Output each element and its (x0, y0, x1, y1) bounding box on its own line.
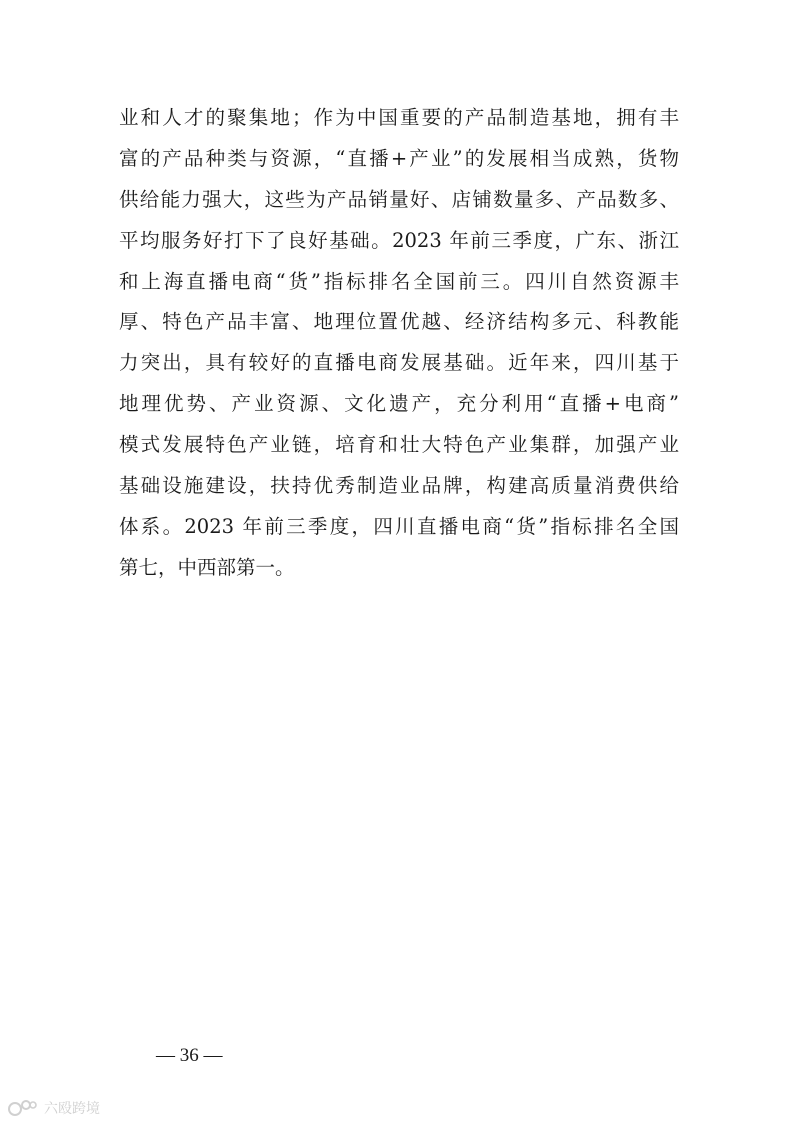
paragraph-line: 体系。2023 年前三季度，四川直播电商“货”指标排名全国 (119, 514, 679, 538)
paragraph-line: 供给能力强大，这些为产品销量好、店铺数量多、产品数多、 (119, 187, 679, 211)
paragraph-line: 厚、特色产品丰富、地理位置优越、经济结构多元、科教能 (119, 310, 679, 334)
paragraph-line: 地理优势、产业资源、文化遗产，充分利用“直播+电商” (119, 392, 679, 416)
paragraph-line: 力突出，具有较好的直播电商发展基础。近年来，四川基于 (119, 351, 679, 375)
paragraph-line: 模式发展特色产业链，培育和壮大特色产业集群，加强产业 (119, 433, 679, 457)
paragraph-line: 第七，中西部第一。 (119, 555, 295, 579)
page-number: — 36 — (156, 1045, 223, 1066)
body-paragraph (119, 98, 679, 589)
paragraph-line: 基础设施建设，扶持优秀制造业品牌，构建高质量消费供给 (119, 474, 679, 498)
brand-logo-icon (8, 1098, 38, 1118)
paragraph-line: 和上海直播电商“货”指标排名全国前三。四川自然资源丰 (119, 269, 679, 293)
paragraph-line: 富的产品种类与资源，“直播+产业”的发展相当成熟，货物 (119, 146, 679, 170)
paragraph-line: 业和人才的聚集地；作为中国重要的产品制造基地，拥有丰 (119, 106, 679, 129)
watermark-text: 六殴跨境 (44, 1101, 100, 1117)
paragraph-line: 平均服务好打下了良好基础。2023 年前三季度，广东、浙江 (119, 228, 679, 252)
watermark (8, 1097, 100, 1119)
